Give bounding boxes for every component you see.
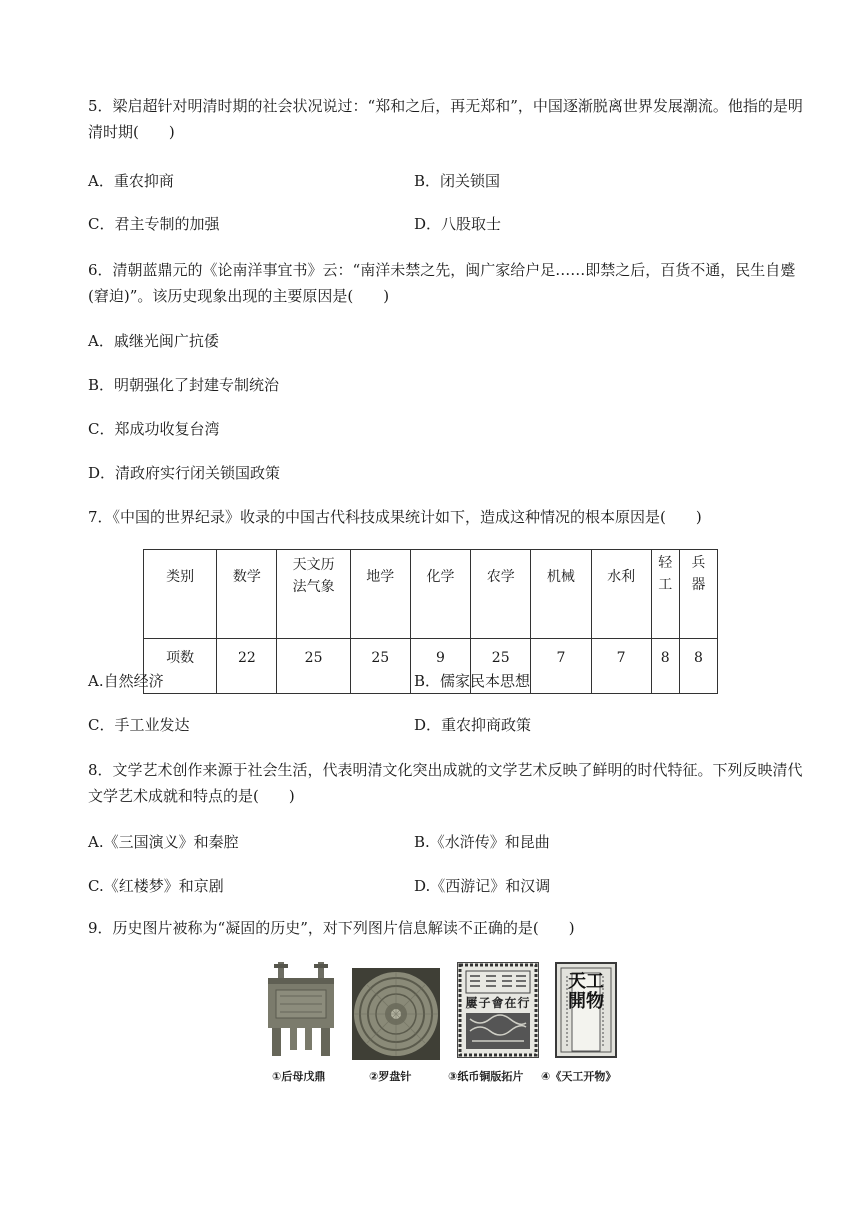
question-5-stem: 5．梁启超针对明清时期的社会状况说过：“郑和之后，再无郑和”，中国逐渐脱离世界发展潮流。他指的是明清时期( ) [88,97,803,141]
table-cell: 7 [591,639,651,694]
q8-option-b[interactable]: B.《水浒传》和昆曲 [414,833,550,851]
image-caption-compass: ②罗盘针 [369,1070,412,1083]
q5-option-a[interactable]: A．重农抑商 [88,172,174,190]
table-header-cell: 天文历法气象 [277,550,350,639]
table-cell: 22 [217,639,277,694]
q7-option-c[interactable]: C．手工业发达 [88,716,190,734]
table-header-cell: 农学 [471,550,531,639]
question-6-stem: 6．清朝蓝鼎元的《论南洋事宜书》云：“南洋未禁之先，闽广家给户足……即禁之后，百货不通，民生自蹙(窘迫)”。该历史现象出现的主要原因是( ) [88,261,796,305]
q6-option-c[interactable]: C．郑成功收复台湾 [88,420,220,438]
q5-option-c[interactable]: C．君主专制的加强 [88,215,220,233]
image-caption-banknote: ③纸币铜版拓片 [448,1070,524,1083]
table-cell: 项数 [144,639,217,694]
question-7-stem: 7．《中国的世界纪录》收录的中国古代科技成果统计如下，造成这种情况的根本原因是( ) [88,508,702,526]
book-cover-image [555,962,617,1058]
table-header-cell: 轻工 [651,550,679,639]
ding-vessel-image [264,962,338,1058]
table-cell: 9 [410,639,470,694]
q5-option-b[interactable]: B．闭关锁国 [414,172,501,190]
table-cell: 25 [350,639,410,694]
table-header-row [144,550,718,639]
q7-option-b[interactable]: B．儒家民本思想 [414,672,531,690]
image-caption-book: ④《天工开物》 [541,1070,617,1083]
table-header-cell: 地学 [350,550,410,639]
table-cell: 25 [471,639,531,694]
q7-option-a[interactable]: A.自然经济 [88,672,164,690]
q6-option-b[interactable]: B．明朝强化了封建专制统治 [88,376,280,394]
q7-option-d[interactable]: D．重农抑商政策 [414,716,532,734]
q8-option-d[interactable]: D.《西游记》和汉调 [414,877,551,895]
table-header-cell: 水利 [591,550,651,639]
compass-image [352,968,440,1060]
q5-option-d[interactable]: D．八股取士 [414,215,502,233]
question-9-stem: 9．历史图片被称为“凝固的历史”，对下列图片信息解读不正确的是( ) [88,919,575,937]
q6-option-d[interactable]: D．清政府实行闭关锁国政策 [88,464,281,482]
image-caption-ding: ①后母戊鼎 [272,1070,326,1083]
q8-option-a[interactable]: A.《三国演义》和秦腔 [88,833,239,851]
table-header-cell: 类别 [144,550,217,639]
table-header-cell: 数学 [217,550,277,639]
table-header-cell: 机械 [531,550,591,639]
banknote-title-text: 屢子會在行 [465,996,531,1010]
table-cell: 8 [679,639,717,694]
banknote-rubbing-image [457,962,539,1058]
book-title-text: 天工開物 [568,971,604,1012]
q8-option-c[interactable]: C.《红楼梦》和京剧 [88,877,224,895]
table-header-cell: 兵器 [679,550,717,639]
table-header-cell: 化学 [410,550,470,639]
table-cell: 25 [277,639,350,694]
question-8-stem: 8．文学艺术创作来源于社会生活，代表明清文化突出成就的文学艺术反映了鲜明的时代特征。下列反映清代文学艺术成就和特点的是( ) [88,761,803,805]
table-cell: 8 [651,639,679,694]
table-cell: 7 [531,639,591,694]
q6-option-a[interactable]: A．戚继光闽广抗倭 [88,332,219,350]
